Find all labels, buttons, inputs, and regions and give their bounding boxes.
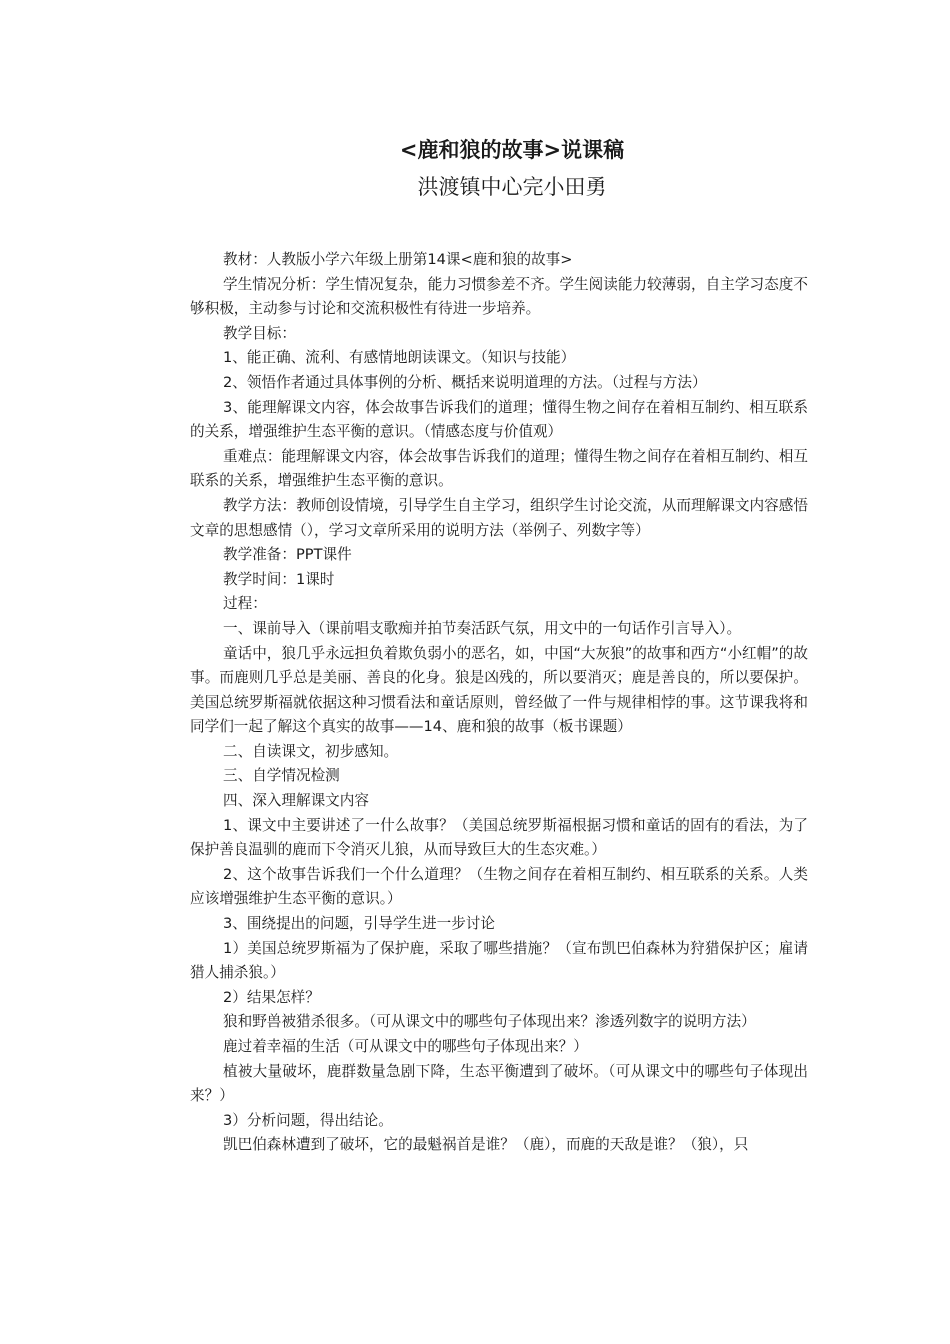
paragraph-wolves: 狼和野兽被猎杀很多。（可从课文中的哪些句子体现出来？渗透列数字的说明方法） <box>223 1013 756 1031</box>
paragraph-question-1: 1、课文中主要讲述了一什么故事？（美国总统罗斯福根据习惯和童话的固有的看法，为了保护善良温驯的鹿而下令消灭儿狼，从而导致巨大的生态灾难。） <box>190 816 808 859</box>
paragraph-goal-2: 2、领悟作者通过具体事例的分析、概括来说明道理的方法。（过程与方法） <box>223 373 707 391</box>
paragraph-goals-heading: 教学目标： <box>223 324 296 342</box>
paragraph-student-analysis: 学生情况分析：学生情况复杂，能力习惯参差不齐。学生阅读能力较薄弱，自主学习态度不够积极，主动参与讨论和交流积极性有待进一步培养。 <box>190 275 808 318</box>
paragraph-deer: 鹿过着幸福的生活（可从课文中的哪些句子体现出来？） <box>223 1038 588 1055</box>
paragraph-question-3: 3、围绕提出的问题，引导学生进一步讨论 <box>223 915 495 933</box>
paragraph-goal-3: 3、能理解课文内容，体会故事告诉我们的道理；懂得生物之间存在着相互制约、相互联系的关系，增强维护生态平衡的意识。（情感态度与价值观） <box>190 398 808 441</box>
paragraph-question-2: 2、这个故事告诉我们一个什么道理？（生物之间存在着相互制约、相互联系的关系。人类应该增强维护生态平衡的意识。） <box>190 865 808 908</box>
paragraph-section-2: 二、自读课文，初步感知。 <box>223 742 399 760</box>
paragraph-textbook: 教材：人教版小学六年级上册第14课<鹿和狼的故事> <box>223 251 573 268</box>
document-title: <鹿和狼的故事>说课稿 <box>399 138 625 162</box>
paragraph-section-1: 一、课前导入（课前唱支歌痴并拍节奏活跃气氛，用文中的一句话作引言导入）。 <box>223 619 742 637</box>
paragraph-process-heading: 过程： <box>223 595 267 613</box>
document-body <box>190 248 808 1158</box>
paragraph-section-4: 四、深入理解课文内容 <box>223 792 369 810</box>
paragraph-conclusion: 凯巴伯森林遭到了破坏，它的最魁祸首是谁？（鹿），而鹿的天敌是谁？（狼），只 <box>223 1136 749 1154</box>
paragraph-preparation: 教学准备：PPT课件 <box>223 546 352 564</box>
paragraph-sub-2: 2）结果怎样？ <box>223 988 320 1006</box>
paragraph-sub-3: 3）分析问题，得出结论。 <box>223 1111 393 1129</box>
paragraph-sub-1: 1）美国总统罗斯福为了保护鹿，采取了哪些措施？（宣布凯巴伯森林为狩猎保护区；雇请猎人捕杀狼。） <box>190 939 808 982</box>
paragraph-key-points: 重难点：能理解课文内容，体会故事告诉我们的道理；懂得生物之间存在着相互制约、相互联系的关系，增强维护生态平衡的意识。 <box>190 447 808 490</box>
paragraph-vegetation: 植被大量破坏，鹿群数量急剧下降，生态平衡遭到了破坏。（可从课文中的哪些句子体现出来？） <box>190 1062 808 1105</box>
document-subtitle: 洪渡镇中心完小田勇 <box>417 175 607 199</box>
paragraph-methods: 教学方法：教师创设情境，引导学生自主学习，组织学生讨论交流，从而理解课文内容感悟文章的思想感情（），学习文章所采用的说明方法（举例子、列数字等） <box>190 496 808 539</box>
paragraph-time: 教学时间：1课时 <box>223 570 335 588</box>
paragraph-intro-story: 童话中，狼几乎永远担负着欺负弱小的恶名，如，中国“大灰狼”的故事和西方“小红帽”的故事。而鹿则几乎总是美丽、善良的化身。狼是凶残的，所以要消灭；鹿是善良的，所以要保护。美国总统罗斯福就依据这种习惯看法和童话原则，曾经做了一件与规律相悖的事。这节课我将和同学们一起了解这个真实的故事——14、鹿和狼的故事（板书课题） <box>190 644 808 736</box>
paragraph-section-3: 三、自学情况检测 <box>223 767 340 785</box>
paragraph-goal-1: 1、能正确、流利、有感情地朗读课文。（知识与技能） <box>223 349 576 367</box>
